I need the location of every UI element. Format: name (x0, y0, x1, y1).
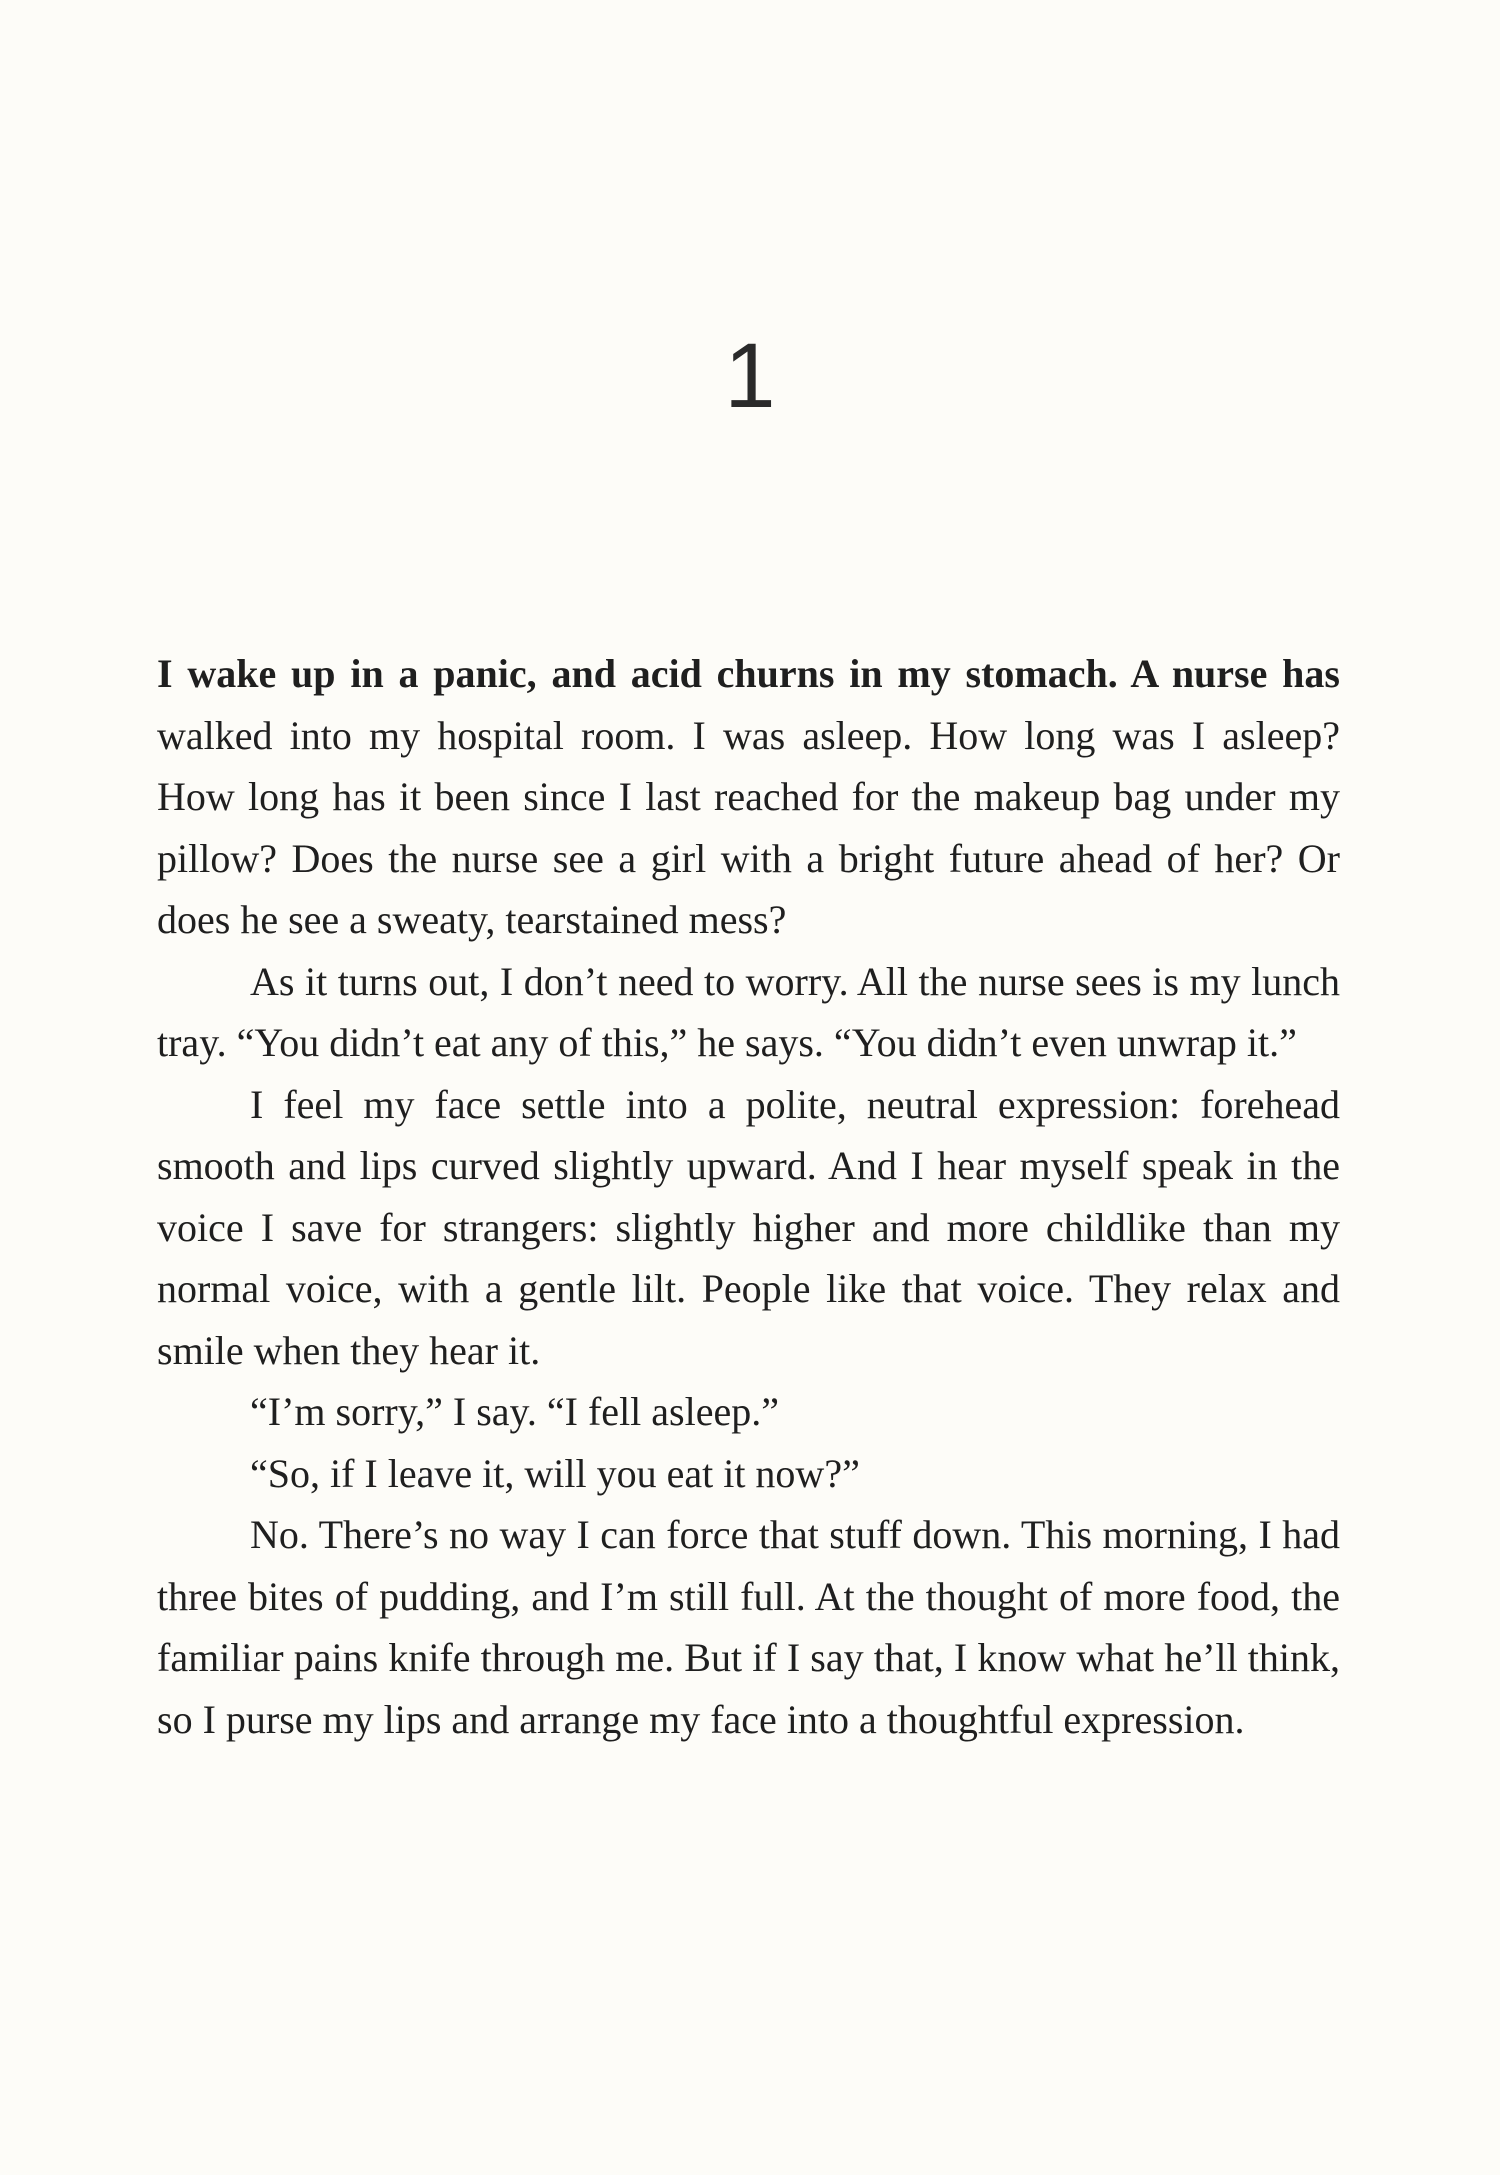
chapter-body (157, 643, 1340, 1750)
paragraph-3: I feel my face settle into a polite, neutral expression: forehead smooth and lips curved slightly upward. And I hear myself speak in the voice I save for strangers: slightly higher and more childlike than my normal voice, with a gentle lilt. People like that voice. They relax and smile when they hear it. (157, 1081, 1340, 1373)
paragraph-5: “So, if I leave it, will you eat it now?” (250, 1450, 860, 1496)
chapter-number: 1 (724, 325, 776, 427)
paragraph-1 (157, 643, 1340, 951)
paragraph-4: “I’m sorry,” I say. “I fell asleep.” (250, 1389, 779, 1434)
paragraph-2: As it turns out, I don’t need to worry. All the nurse sees is my lunch tray. “You didn’t eat any of this,” he says. “You didn’t even unwrap it.” (157, 958, 1340, 1065)
paragraph-6: No. There’s no way I can force that stuff down. This morning, I had three bites of pudding, and I’m still full. At the thought of more food, the familiar pains knife through me. But if I say that, I know what he’ll think, so I purse my lips and arrange my face into a thoughtful expression. (157, 1512, 1340, 1742)
paragraph-1-text: walked into my hospital room. I was asleep. How long was I asleep? How long has it been since I last reached for the makeup bag under my pillow? Does the nurse see a girl with a bright future ahead of her? Or does he see a sweaty, tearstained mess? (157, 712, 1340, 942)
paragraph-lead-in: I wake up in a panic, and acid churns in my stomach. A nurse has (157, 651, 1340, 696)
